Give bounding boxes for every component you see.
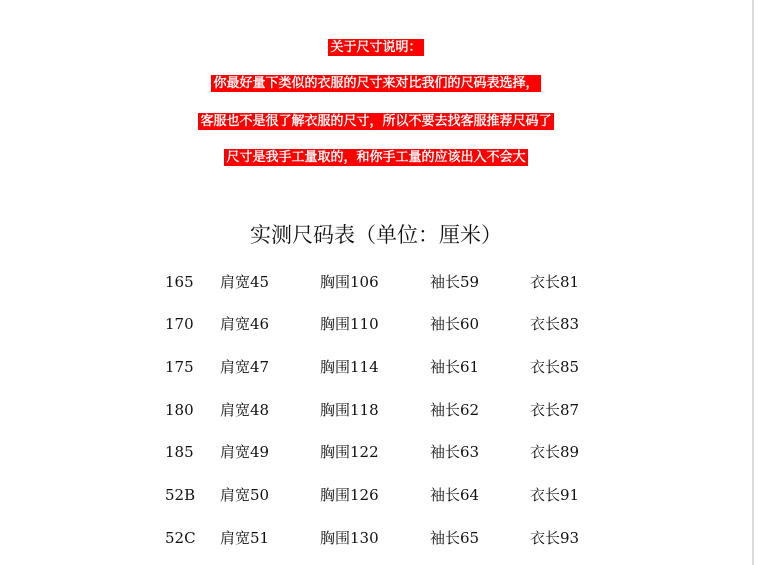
shoulder-width: 肩宽49	[220, 443, 270, 461]
garment-length: 衣长93	[530, 529, 580, 547]
garment-length: 衣长89	[530, 443, 580, 461]
notice-line-1-text: 关于尺寸说明：	[330, 40, 422, 55]
sleeve-length: 袖长60	[430, 315, 480, 333]
size-label: 52B	[165, 486, 196, 504]
notice-line-4-text: 尺寸是我手工量取的，和你手工量的应该出入不会大	[226, 150, 526, 165]
shoulder-width: 肩宽45	[220, 273, 270, 291]
notice-line-2	[0, 72, 752, 92]
notice-line-3-text: 客服也不是很了解衣服的尺寸，所以不要去找客服推荐尺码了	[200, 114, 552, 129]
size-label: 175	[165, 358, 194, 376]
sleeve-length: 袖长65	[430, 529, 480, 547]
size-label: 185	[165, 443, 194, 461]
chest-circumference: 胸围110	[320, 315, 379, 333]
size-label: 180	[165, 401, 194, 419]
page-edge-divider	[752, 0, 754, 565]
chest-circumference: 胸围114	[320, 358, 379, 376]
sleeve-length: 袖长61	[430, 358, 480, 376]
garment-length: 衣长81	[530, 273, 580, 291]
notice-line-2-text: 你最好量下类似的衣服的尺寸来对比我们的尺码表选择，	[213, 76, 539, 91]
shoulder-width: 肩宽51	[220, 529, 270, 547]
garment-length: 衣长85	[530, 358, 580, 376]
garment-length: 衣长87	[530, 401, 580, 419]
notice-line-1	[0, 36, 752, 56]
sleeve-length: 袖长62	[430, 401, 480, 419]
chest-circumference: 胸围126	[320, 486, 379, 504]
size-label: 165	[165, 273, 194, 291]
notice-line-3	[0, 110, 752, 130]
sleeve-length: 袖长59	[430, 273, 480, 291]
shoulder-width: 肩宽50	[220, 486, 270, 504]
chest-circumference: 胸围130	[320, 529, 379, 547]
garment-length: 衣长91	[530, 486, 580, 504]
sleeve-length: 袖长63	[430, 443, 480, 461]
chest-circumference: 胸围122	[320, 443, 379, 461]
shoulder-width: 肩宽48	[220, 401, 270, 419]
sleeve-length: 袖长64	[430, 486, 480, 504]
size-table-title: 实测尺码表（单位：厘米）	[250, 223, 502, 247]
shoulder-width: 肩宽47	[220, 358, 270, 376]
notice-line-4	[0, 146, 752, 166]
garment-length: 衣长83	[530, 315, 580, 333]
chest-circumference: 胸围106	[320, 273, 379, 291]
size-label: 52C	[165, 529, 196, 547]
size-label: 170	[165, 315, 194, 333]
chest-circumference: 胸围118	[320, 401, 379, 419]
shoulder-width: 肩宽46	[220, 315, 270, 333]
